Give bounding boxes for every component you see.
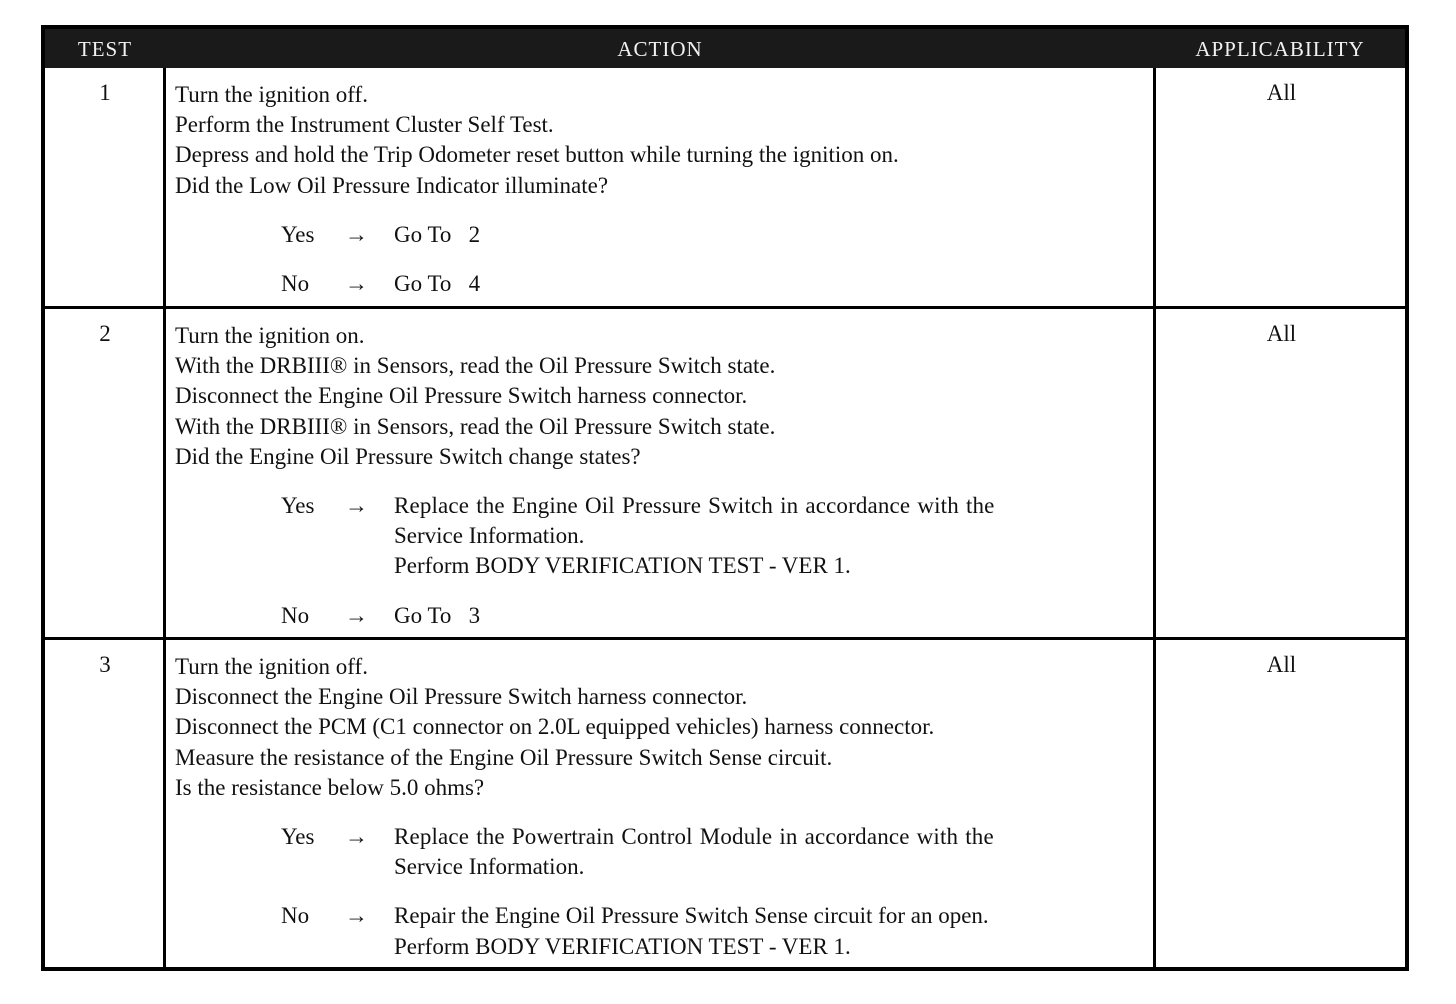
- no-outcome: [175, 269, 1155, 299]
- outcome-label: No: [281, 602, 310, 628]
- step-text: Disconnect the PCM (C1 connector on 2.0L equipped vehicles) harness connector.: [175, 714, 935, 740]
- result-text: Repair the Engine Oil Pressure Switch Sense circuit for an open.: [394, 903, 989, 929]
- right-arrow-icon: →: [345, 493, 368, 519]
- table-header: [45, 29, 1405, 68]
- outcome-label: Yes: [281, 493, 315, 519]
- right-arrow-icon: →: [345, 221, 368, 247]
- result-text: Perform BODY VERIFICATION TEST - VER 1.: [394, 553, 851, 579]
- right-arrow-icon: →: [345, 824, 368, 850]
- step-text: Is the resistance below 5.0 ohms?: [175, 774, 485, 800]
- yes-outcome: [175, 491, 1155, 582]
- right-arrow-icon: →: [345, 903, 368, 929]
- action-steps: [175, 652, 1155, 803]
- table-row: [45, 309, 1405, 637]
- result-text: Go To 4: [394, 271, 481, 297]
- header-action: ACTION: [617, 37, 703, 61]
- step-text: Measure the resistance of the Engine Oil Pressure Switch Sense circuit.: [175, 744, 833, 770]
- step-text: Turn the ignition on.: [175, 323, 365, 348]
- test-number: 1: [99, 80, 111, 105]
- test-number: 3: [99, 652, 111, 677]
- step-text: Did the Engine Oil Pressure Switch change states?: [175, 443, 641, 469]
- outcome-result: [394, 269, 1155, 299]
- result-text: Service Information.: [394, 523, 585, 549]
- test-number: 2: [99, 321, 111, 346]
- outcome-label: No: [281, 271, 310, 297]
- applicability-cell: All: [1266, 80, 1297, 105]
- applicability-cell: All: [1266, 652, 1297, 677]
- result-text: Replace the Powertrain Control Module in accordance with the: [394, 824, 994, 850]
- step-text: Disconnect the Engine Oil Pressure Switch harness connector.: [175, 383, 748, 409]
- applicability-cell: All: [1266, 321, 1297, 346]
- result-text: Replace the Engine Oil Pressure Switch in accordance with the: [394, 493, 995, 519]
- yes-outcome: [175, 220, 1155, 250]
- outcome-result: [394, 901, 1155, 961]
- action-cell: [175, 321, 1155, 631]
- step-text: With the DRBIII® in Sensors, read the Oil Pressure Switch state.: [175, 413, 776, 439]
- outcome-result: [394, 491, 1155, 582]
- step-text: Perform the Instrument Cluster Self Test.: [175, 112, 554, 138]
- table-row: [45, 640, 1405, 971]
- action-cell: [175, 80, 1155, 299]
- step-text: With the DRBIII® in Sensors, read the Oil Pressure Switch state.: [175, 353, 776, 379]
- header-applicability: APPLICABILITY: [1195, 37, 1365, 61]
- right-arrow-icon: →: [345, 271, 368, 297]
- step-text: Disconnect the Engine Oil Pressure Switch harness connector.: [175, 684, 748, 710]
- action-steps: [175, 321, 1155, 472]
- result-text: Go To 3: [394, 602, 481, 628]
- no-outcome: [175, 901, 1155, 961]
- diagnostic-test-table: [41, 25, 1409, 971]
- step-text: Did the Low Oil Pressure Indicator illuminate?: [175, 172, 609, 198]
- table-row: [45, 68, 1405, 306]
- step-text: Depress and hold the Trip Odometer reset button while turning the ignition on.: [175, 142, 899, 168]
- step-text: Turn the ignition off.: [175, 654, 368, 679]
- result-text: Go To 2: [394, 221, 481, 247]
- outcome-label: Yes: [281, 221, 315, 247]
- action-cell: [175, 652, 1155, 962]
- action-steps: [175, 80, 1155, 201]
- step-text: Turn the ignition off.: [175, 82, 368, 107]
- outcome-result: [394, 601, 1155, 631]
- no-outcome: [175, 601, 1155, 631]
- outcome-result: [394, 220, 1155, 250]
- result-text: Perform BODY VERIFICATION TEST - VER 1.: [394, 933, 851, 959]
- right-arrow-icon: →: [345, 602, 368, 628]
- outcome-label: Yes: [281, 824, 315, 850]
- header-test: TEST: [77, 37, 133, 61]
- outcome-result: [394, 822, 1155, 882]
- yes-outcome: [175, 822, 1155, 882]
- outcome-label: No: [281, 903, 310, 929]
- result-text: Service Information.: [394, 854, 585, 880]
